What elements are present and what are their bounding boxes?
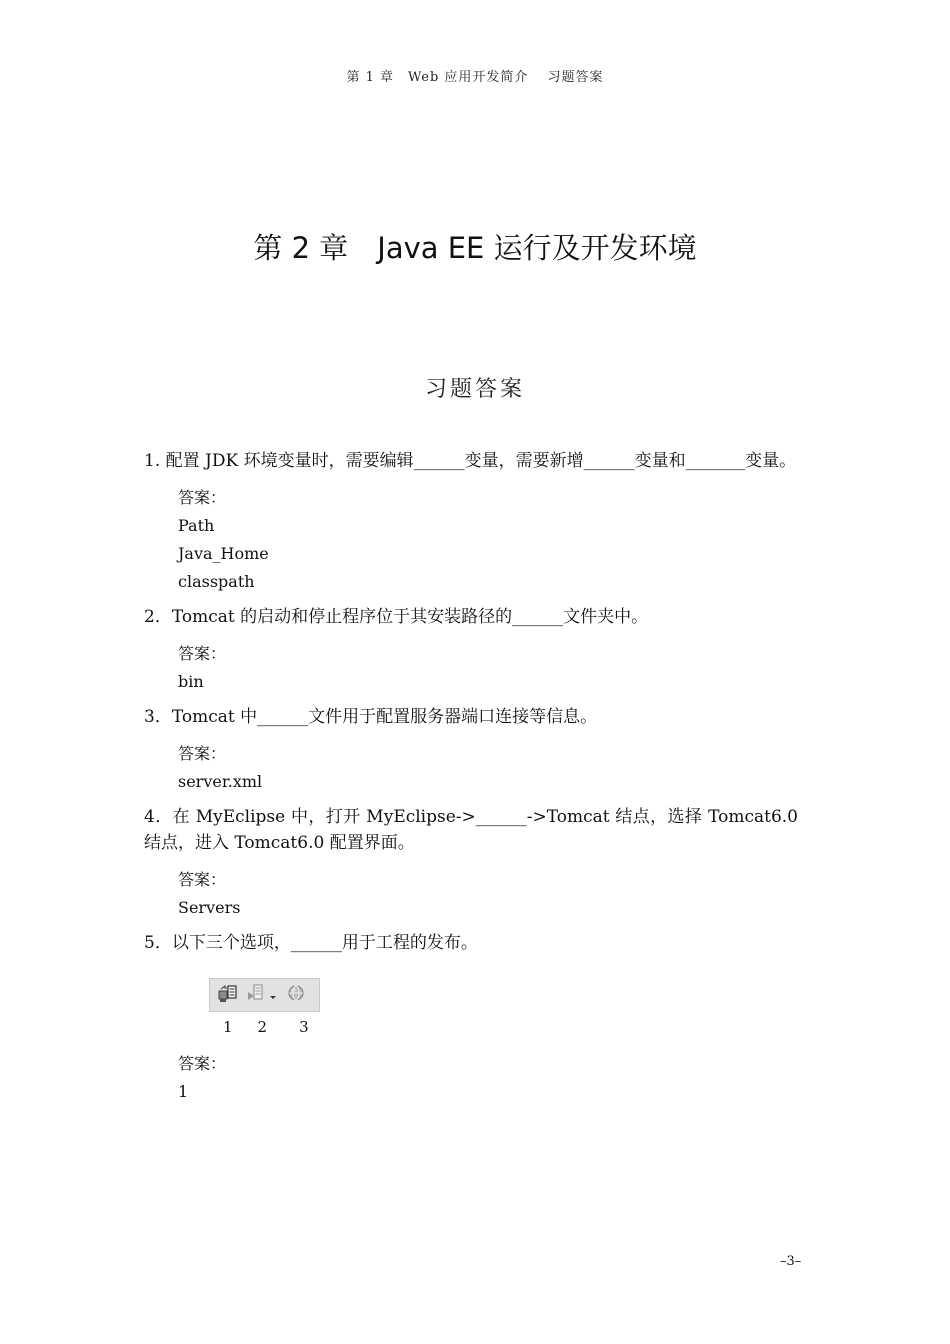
chapter-title: 第 2 章 Java EE 运行及开发环境 <box>253 231 697 265</box>
question-4: 4．在 MyEclipse 中，打开 MyEclipse->______->Tomcat 结点，选择 Tomcat6.0 结点，进入 Tomcat6.0 配置界面。 <box>144 807 798 853</box>
answer-5 <box>178 1050 798 1106</box>
run-server-icon <box>246 983 266 1007</box>
exercise-list <box>144 448 798 1114</box>
answer-label: 答案： <box>178 644 227 663</box>
answer-value: Servers <box>178 898 241 917</box>
figure-label: 2 <box>257 1018 268 1036</box>
page-number: –3– <box>780 1254 802 1269</box>
question-5: 5．以下三个选项，______用于工程的发布。 <box>144 933 478 953</box>
answer-1 <box>178 484 798 596</box>
browser-globe-icon <box>287 984 305 1006</box>
answer-3 <box>178 740 798 796</box>
deploy-icon <box>218 983 238 1007</box>
figure-label: 3 <box>299 1018 309 1036</box>
answer-2 <box>178 640 798 696</box>
toolbar-image <box>209 978 320 1012</box>
figure-label: 1 <box>223 1018 233 1036</box>
question-3: 3．Tomcat 中______文件用于配置服务器端口连接等信息。 <box>144 707 598 727</box>
answer-value: server.xml <box>178 772 263 791</box>
answer-value: bin <box>178 672 204 691</box>
running-header: 第 1 章 Web 应用开发简介 习题答案 <box>346 70 604 85</box>
answer-label: 答案： <box>178 488 227 507</box>
toolbar-figure <box>209 978 798 1036</box>
section-title: 习题答案 <box>424 377 525 402</box>
answer-value: Path <box>178 516 215 535</box>
answer-value: classpath <box>178 572 255 591</box>
answer-value: 1 <box>178 1082 189 1101</box>
answer-label: 答案： <box>178 1054 227 1073</box>
answer-value: Java_Home <box>178 544 269 563</box>
answer-label: 答案： <box>178 870 227 889</box>
question-2: 2．Tomcat 的启动和停止程序位于其安装路径的______文件夹中。 <box>144 607 649 627</box>
dropdown-arrow-icon <box>269 986 277 1005</box>
question-1: 1. 配置 JDK 环境变量时，需要编辑______变量，需要新增______变量和_______变量。 <box>144 451 797 471</box>
answer-label: 答案： <box>178 744 227 763</box>
answer-4 <box>178 866 798 922</box>
figure-labels <box>209 1018 798 1036</box>
